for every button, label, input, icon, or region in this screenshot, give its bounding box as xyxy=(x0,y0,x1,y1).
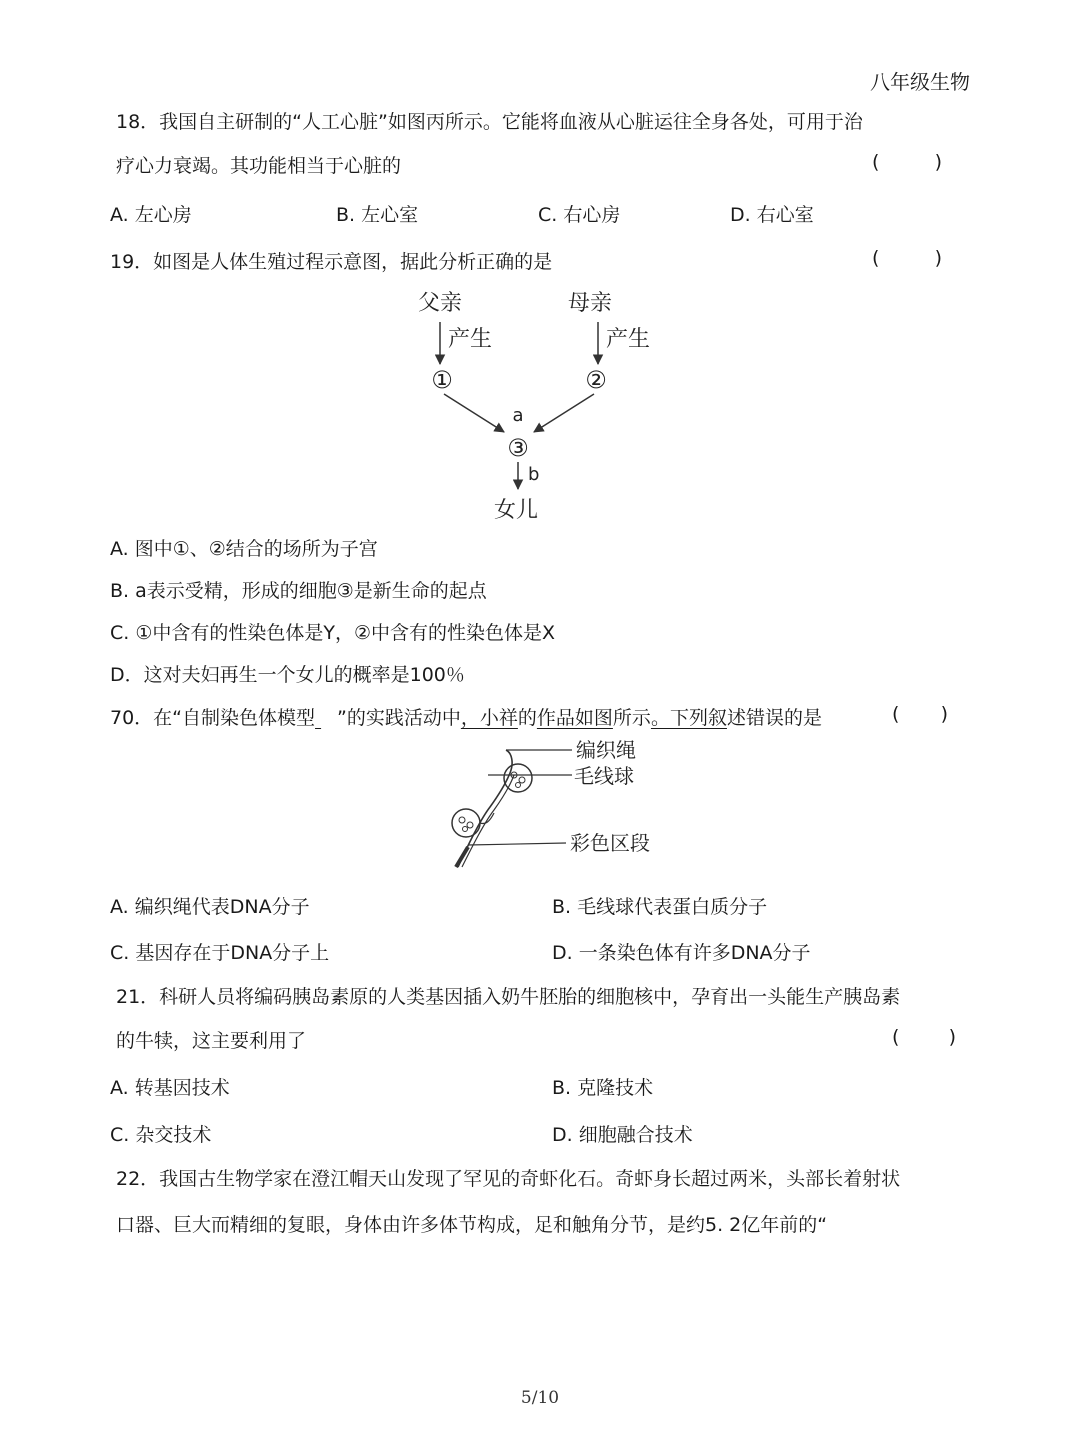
q70-blank xyxy=(315,707,337,729)
q70-seg5: 作品如图 xyxy=(536,707,613,729)
page-number: 5/10 xyxy=(520,1388,560,1408)
q70-stem xyxy=(110,703,822,730)
father-label: 父亲 xyxy=(417,291,463,316)
cell-3-label: ③ xyxy=(507,434,529,462)
reproduction-process-diagram xyxy=(400,282,670,527)
segment-label: 彩色区段 xyxy=(570,831,650,855)
q18-stem-line2: 疗心力衰竭。其功能相当于心脏的 xyxy=(116,155,402,177)
q19-option-d: D．这对夫妇再生一个女儿的概率是100％ xyxy=(110,664,465,686)
paren-close: ) xyxy=(934,247,942,269)
q18-option-d: D. 右心室 xyxy=(730,204,814,226)
chromosome-model-diagram xyxy=(440,735,670,875)
daughter-label: 女儿 xyxy=(493,498,539,523)
step-b-label: b xyxy=(528,464,540,485)
yarn-ball-lower xyxy=(452,809,480,837)
q70-seg3: ，小祥 xyxy=(460,707,518,729)
cell-1-label: ① xyxy=(431,366,453,394)
paren-open: ( xyxy=(892,703,900,725)
fertilization-arrow-left xyxy=(444,394,504,432)
paren-close: ) xyxy=(948,1026,956,1048)
q19-answer-paren xyxy=(872,247,942,269)
rope-label: 编织绳 xyxy=(576,738,636,762)
q70-answer-paren xyxy=(892,703,948,725)
q19-option-a: A. 图中①、②结合的场所为子宫 xyxy=(110,538,378,560)
cell-2-label: ② xyxy=(585,366,607,394)
q18-option-b: B. 左心室 xyxy=(336,204,419,226)
q70-seg2: ”的实践活动中 xyxy=(337,707,461,729)
produce-label-left: 产生 xyxy=(448,327,493,352)
colored-segment-mark xyxy=(456,847,468,867)
produce-label-right: 产生 xyxy=(606,327,651,352)
mother-label: 母亲 xyxy=(567,291,613,316)
q70-option-b: B. 毛线球代表蛋白质分子 xyxy=(552,896,768,918)
q70-seg7: 。下列叙 xyxy=(650,707,727,729)
q18-stem-line1: 18．我国自主研制的“人工心脏”如图丙所示。它能将血液从心脏运往全身各处，可用于治 xyxy=(116,111,863,133)
q18-answer-paren xyxy=(872,151,942,173)
q21-option-c: C. 杂交技术 xyxy=(110,1124,212,1146)
q22-stem-line2: 口器、巨大而精细的复眼，身体由许多体节构成，足和触角分节，是约5. 2亿年前的“ xyxy=(116,1214,828,1236)
q70-seg6: 所示 xyxy=(612,707,651,729)
q21-stem-line2: 的牛犊，这主要利用了 xyxy=(116,1030,307,1052)
q70-seg8: 述错误的是 xyxy=(726,707,822,729)
q70-option-c: C. 基因存在于DNA分子上 xyxy=(110,942,330,964)
paren-open: ( xyxy=(872,151,880,173)
subject-header: 八年级生物 xyxy=(870,70,970,94)
q19-stem: 19．如图是人体生殖过程示意图，据此分析正确的是 xyxy=(110,251,553,273)
step-a-label: a xyxy=(512,405,524,426)
q21-stem-line1: 21．科研人员将编码胰岛素原的人类基因插入奶牛胚胎的细胞核中，孕育出一头能生产胰岛素 xyxy=(116,986,901,1008)
q21-option-a: A. 转基因技术 xyxy=(110,1077,230,1099)
paren-close: ) xyxy=(934,151,942,173)
q18-option-c: C. 右心房 xyxy=(538,204,621,226)
q70-option-a: A. 编织绳代表DNA分子 xyxy=(110,896,310,918)
q22-stem-line1: 22．我国古生物学家在澄江帽天山发现了罕见的奇虾化石。奇虾身长超过两米，头部长着射状 xyxy=(116,1168,901,1190)
paren-close: ) xyxy=(940,703,948,725)
q18-option-a: A. 左心房 xyxy=(110,204,192,226)
q21-option-b: B. 克隆技术 xyxy=(552,1077,654,1099)
q70-option-d: D. 一条染色体有许多DNA分子 xyxy=(552,942,811,964)
q21-answer-paren xyxy=(892,1026,956,1048)
q19-option-c: C. ①中含有的性染色体是Y，②中含有的性染色体是X xyxy=(110,622,556,644)
q70-seg1: 70．在“自制染色体模型 xyxy=(110,707,316,729)
ball-label: 毛线球 xyxy=(574,764,634,788)
q21-option-d: D. 细胞融合技术 xyxy=(552,1124,693,1146)
paren-open: ( xyxy=(872,247,880,269)
paren-open: ( xyxy=(892,1026,900,1048)
fertilization-arrow-right xyxy=(534,394,594,432)
q19-option-b: B. a表示受精，形成的细胞③是新生命的起点 xyxy=(110,580,487,602)
q70-seg4: 的 xyxy=(517,707,537,729)
